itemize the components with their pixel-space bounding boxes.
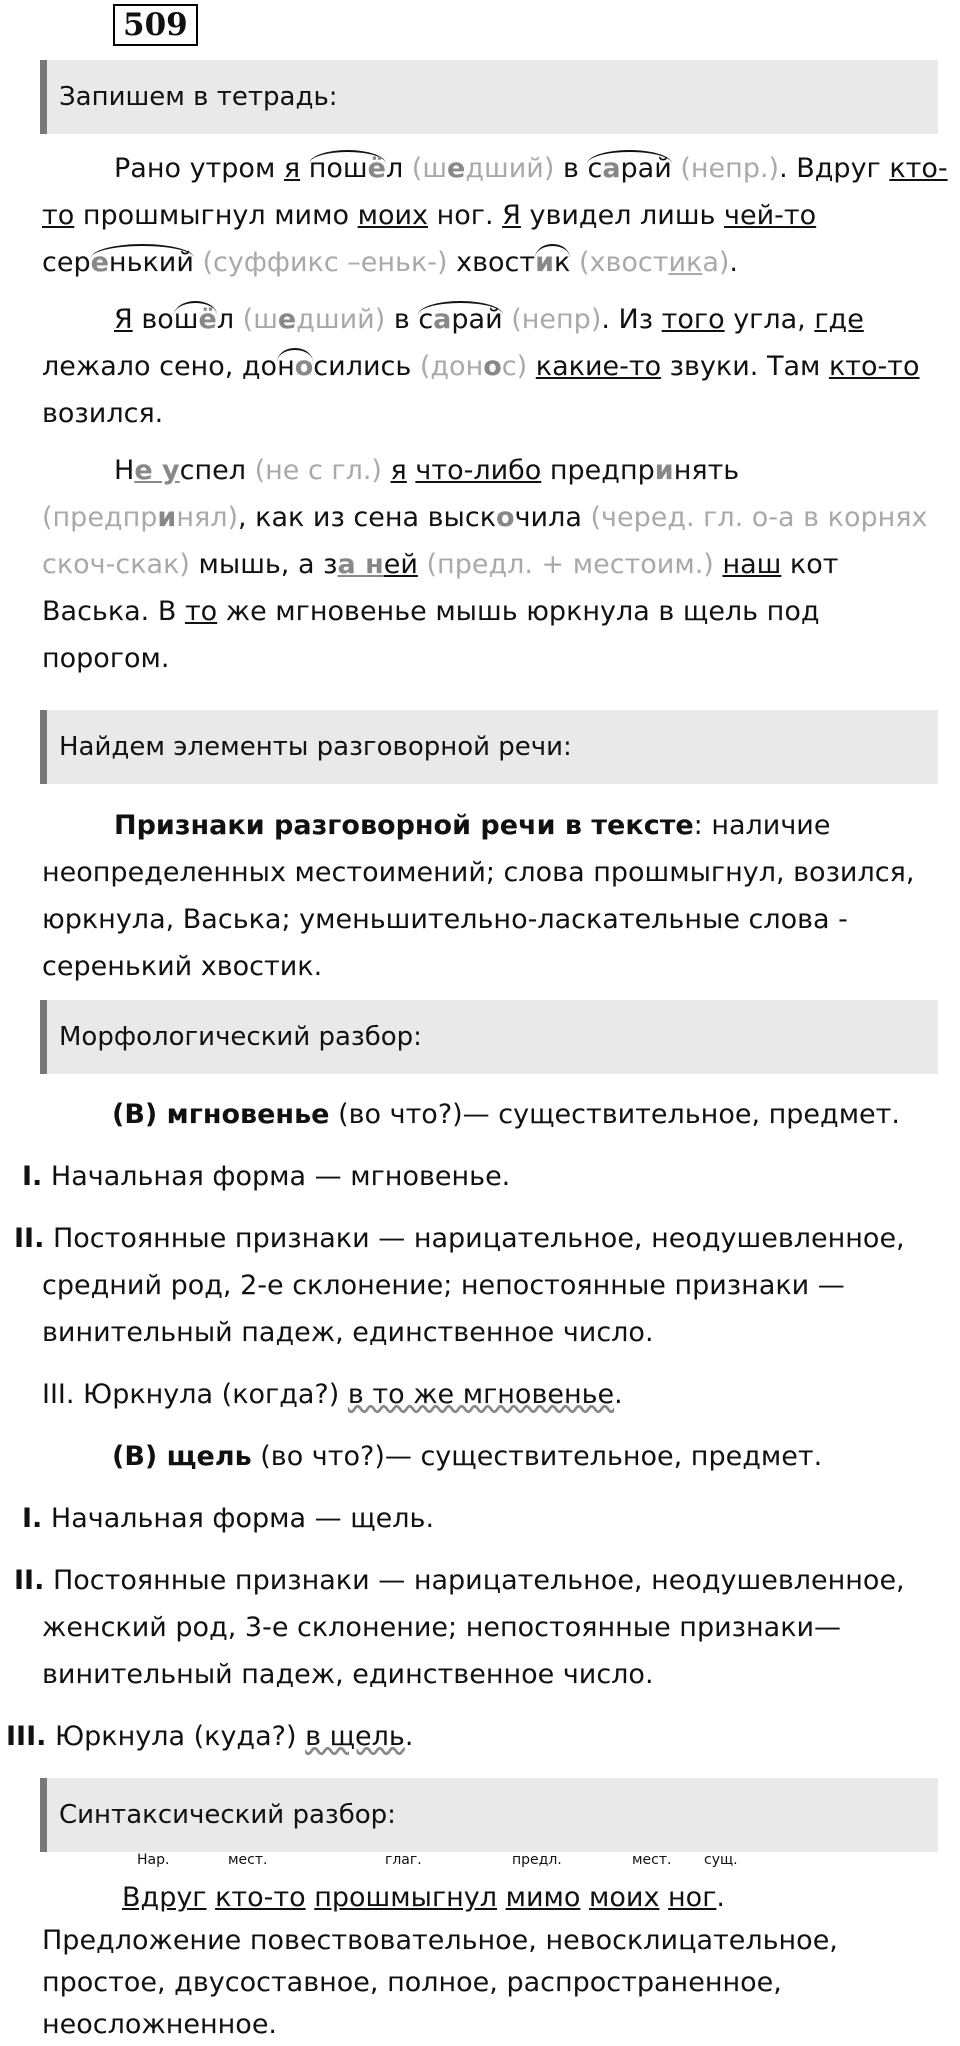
note: с) (501, 351, 528, 382)
underlined-word: кто-то (828, 351, 920, 382)
underlined-word: то (184, 596, 218, 627)
note: (ш (403, 153, 448, 184)
note: (дон (411, 351, 484, 382)
text: в (385, 304, 419, 335)
section-header-colloquial: Найдем элементы разговорной речи: (40, 710, 938, 784)
text: Юркнула (куда?) (46, 1721, 306, 1752)
morph1-heading (112, 1095, 960, 1135)
sentence-word: кто-то (215, 1882, 306, 1913)
underlined-word: чей-то (724, 200, 817, 231)
bold-word: (В) щель (112, 1441, 252, 1472)
text: л (385, 153, 404, 184)
text: ш (173, 304, 199, 335)
pos-tag: предл. (512, 1852, 562, 1868)
pos-tag: глаг. (385, 1852, 422, 1868)
highlighted-letter: о (496, 502, 515, 533)
text: н (277, 351, 295, 382)
syntax-description: Предложение повествовательное, невосклицательное, простое, двусоставное, полное, распространенное, неосложненное. (42, 1925, 838, 2040)
morph1-item-2-cont2: винительный падеж, единственное число. (42, 1317, 654, 1348)
note: (предпр (42, 502, 158, 533)
underlined-word: я (283, 153, 301, 184)
text: же мгновенье мышь юркнула в щель под порогом. (42, 596, 820, 674)
pos-tag: мест. (632, 1852, 672, 1868)
text: угла, (724, 304, 815, 335)
note: дший) (296, 304, 386, 335)
text (300, 153, 309, 184)
text: III. Юркнула (когда?) (42, 1379, 348, 1410)
syntax-sentence (42, 1876, 948, 1920)
note: (непр) (502, 304, 602, 335)
roman-numeral: II. (14, 1565, 45, 1596)
highlighted-letter: о (483, 351, 502, 382)
text: спел (179, 455, 246, 486)
text: сились (313, 351, 412, 382)
sentence-word: прошмыгнул (314, 1882, 498, 1913)
sentence-word: моих (589, 1882, 660, 1913)
text: Начальная форма — мгновенье. (42, 1161, 511, 1192)
highlighted-letter: е (90, 247, 109, 278)
section-header-morph: Морфологический разбор: (40, 1000, 938, 1074)
text: предпр (541, 455, 655, 486)
note: а) (702, 247, 730, 278)
paragraph-2 (42, 296, 948, 437)
text: (во что?)— существительное, предмет. (251, 1441, 823, 1472)
text: . (404, 1721, 414, 1752)
morph2-item-2 (14, 1561, 960, 1601)
colloquial-paragraph (42, 802, 948, 990)
morph2-heading (112, 1437, 960, 1477)
text: кот Васька. В (42, 549, 839, 627)
colloquial-text (42, 802, 948, 990)
highlighted-letter: е (277, 304, 297, 335)
highlighted-letter: и (535, 247, 555, 278)
root-arc (277, 348, 313, 382)
root-arc (418, 301, 502, 335)
sentence-word: мимо (505, 1882, 581, 1913)
underlined-word: кто-то (42, 153, 948, 231)
highlighted-letter: и (654, 455, 674, 486)
highlighted-letter: и (157, 502, 177, 533)
text: увидел лишь (520, 200, 725, 231)
morph2-item-3 (6, 1717, 960, 1757)
roman-numeral: I. (22, 1161, 43, 1192)
text: л (216, 304, 235, 335)
text-paragraph-1 (42, 145, 948, 682)
text: лежало сено, до (42, 351, 278, 382)
note: (суффикс –еньк-) (193, 247, 448, 278)
note: дший) (465, 153, 555, 184)
text (527, 351, 536, 382)
underlined-word: где (814, 304, 864, 335)
text: Постоянные признаки — нарицательное, неодушевленное, (44, 1565, 905, 1596)
text: . (729, 247, 739, 278)
bold-word: (В) мгновенье (112, 1099, 330, 1130)
underlined-word: какие-то (535, 351, 662, 382)
highlighted-letter: ё (198, 304, 217, 335)
pos-tag: Нар. (137, 1852, 170, 1868)
text: , как из сена выск (238, 502, 497, 533)
underlined-word: того (661, 304, 725, 335)
text: мышь, а з (189, 549, 338, 580)
text: ног. (428, 200, 503, 231)
note: (не с гл.) (246, 455, 382, 486)
highlighted-letter: а н (337, 549, 384, 580)
text: звуки. Там (661, 351, 829, 382)
paragraph-3 (42, 447, 948, 682)
pos-tag: мест. (228, 1852, 268, 1868)
text: к (554, 247, 571, 278)
root-arc (174, 301, 217, 335)
text: в (554, 153, 588, 184)
pos-tag: сущ. (704, 1852, 738, 1868)
text: с (587, 153, 603, 184)
morph2-item-2-cont: женский род, 3-е склонение; непостоянные признаки— (42, 1612, 842, 1643)
text: рай (620, 153, 672, 184)
note: ик (668, 247, 703, 278)
morph2-item-1 (22, 1499, 960, 1539)
highlighted-letter: ё (367, 153, 386, 184)
text: во (132, 304, 174, 335)
highlighted-letter: а (433, 304, 452, 335)
note: (предл. + местоим.) (417, 549, 714, 580)
text: . (716, 1882, 725, 1913)
text: (во что?)— существительное, предмет. (329, 1099, 900, 1130)
morph2-item-2-cont2: винительный падеж, единственное число. (42, 1659, 654, 1690)
sentence-word: Вдруг (122, 1882, 207, 1913)
roman-numeral: I. (22, 1503, 43, 1534)
root-arc (309, 150, 386, 184)
syntax-paragraph (42, 1876, 948, 2046)
text: Н (114, 455, 135, 486)
text: чила (514, 502, 582, 533)
sentence-word: ног (668, 1882, 717, 1913)
suffix-mark (535, 244, 570, 278)
roman-numeral: III. (6, 1721, 47, 1752)
highlighted-letter: е у (134, 455, 180, 486)
morph1-item-2-cont: средний род, 2-е склонение; непостоянные признаки — (42, 1270, 845, 1301)
paragraph-1 (42, 145, 948, 286)
morph1-item-1 (22, 1157, 960, 1197)
text (382, 455, 391, 486)
note: (ш (234, 304, 278, 335)
text: с (418, 304, 434, 335)
text: . Вдруг (779, 153, 890, 184)
suffix-mark (91, 244, 194, 278)
wavy-underlined-phrase: в то же мгновенье (347, 1379, 615, 1410)
underlined-word: Я (502, 200, 521, 231)
text: хвост (447, 247, 536, 278)
underlined-word: моих (357, 200, 429, 231)
underlined-word: что-либо (415, 455, 542, 486)
text: сер (42, 247, 91, 278)
note: нял) (176, 502, 239, 533)
underlined-word: ей (383, 549, 418, 580)
wavy-underlined-phrase: в щель (305, 1721, 405, 1752)
underlined-word: Я (114, 304, 133, 335)
note: (хвост (570, 247, 669, 278)
note: (черед. гл. о-а в корнях скоч-скак) (42, 502, 928, 580)
text: нький (108, 247, 194, 278)
roman-numeral: II. (14, 1223, 45, 1254)
text: . (614, 1379, 623, 1410)
bold-lead: Признаки разговорной речи в тексте (114, 810, 694, 841)
root-arc (587, 150, 671, 184)
task-number: 509 (113, 4, 198, 46)
text: рай (451, 304, 503, 335)
morph1-item-3 (42, 1375, 960, 1415)
text: пош (308, 153, 368, 184)
highlighted-letter: о (294, 351, 314, 382)
text: Начальная форма — щель. (42, 1503, 435, 1534)
underlined-word: я (390, 455, 407, 486)
text: нять (673, 455, 740, 486)
highlighted-letter: е (447, 153, 466, 184)
morph1-item-2 (14, 1219, 960, 1259)
underlined-word: наш (722, 549, 782, 580)
note: (непр.) (671, 153, 780, 184)
text: прошмыгнул мимо (74, 200, 358, 231)
section-header-syntax: Синтаксический разбор: (40, 1778, 938, 1852)
text: возился. (42, 398, 164, 429)
text: Постоянные признаки — нарицательное, неодушевленное, (44, 1223, 905, 1254)
text: Рано утром (114, 153, 284, 184)
text: . Из (601, 304, 662, 335)
highlighted-letter: а (602, 153, 621, 184)
section-header-write: Запишем в тетрадь: (40, 60, 938, 134)
text: : наличие неопределенных местоимений; слова прошмыгнул, возился, юркнула, Васька; уменьшительно-ласкательные слова - серенький хвостик. (42, 810, 915, 982)
